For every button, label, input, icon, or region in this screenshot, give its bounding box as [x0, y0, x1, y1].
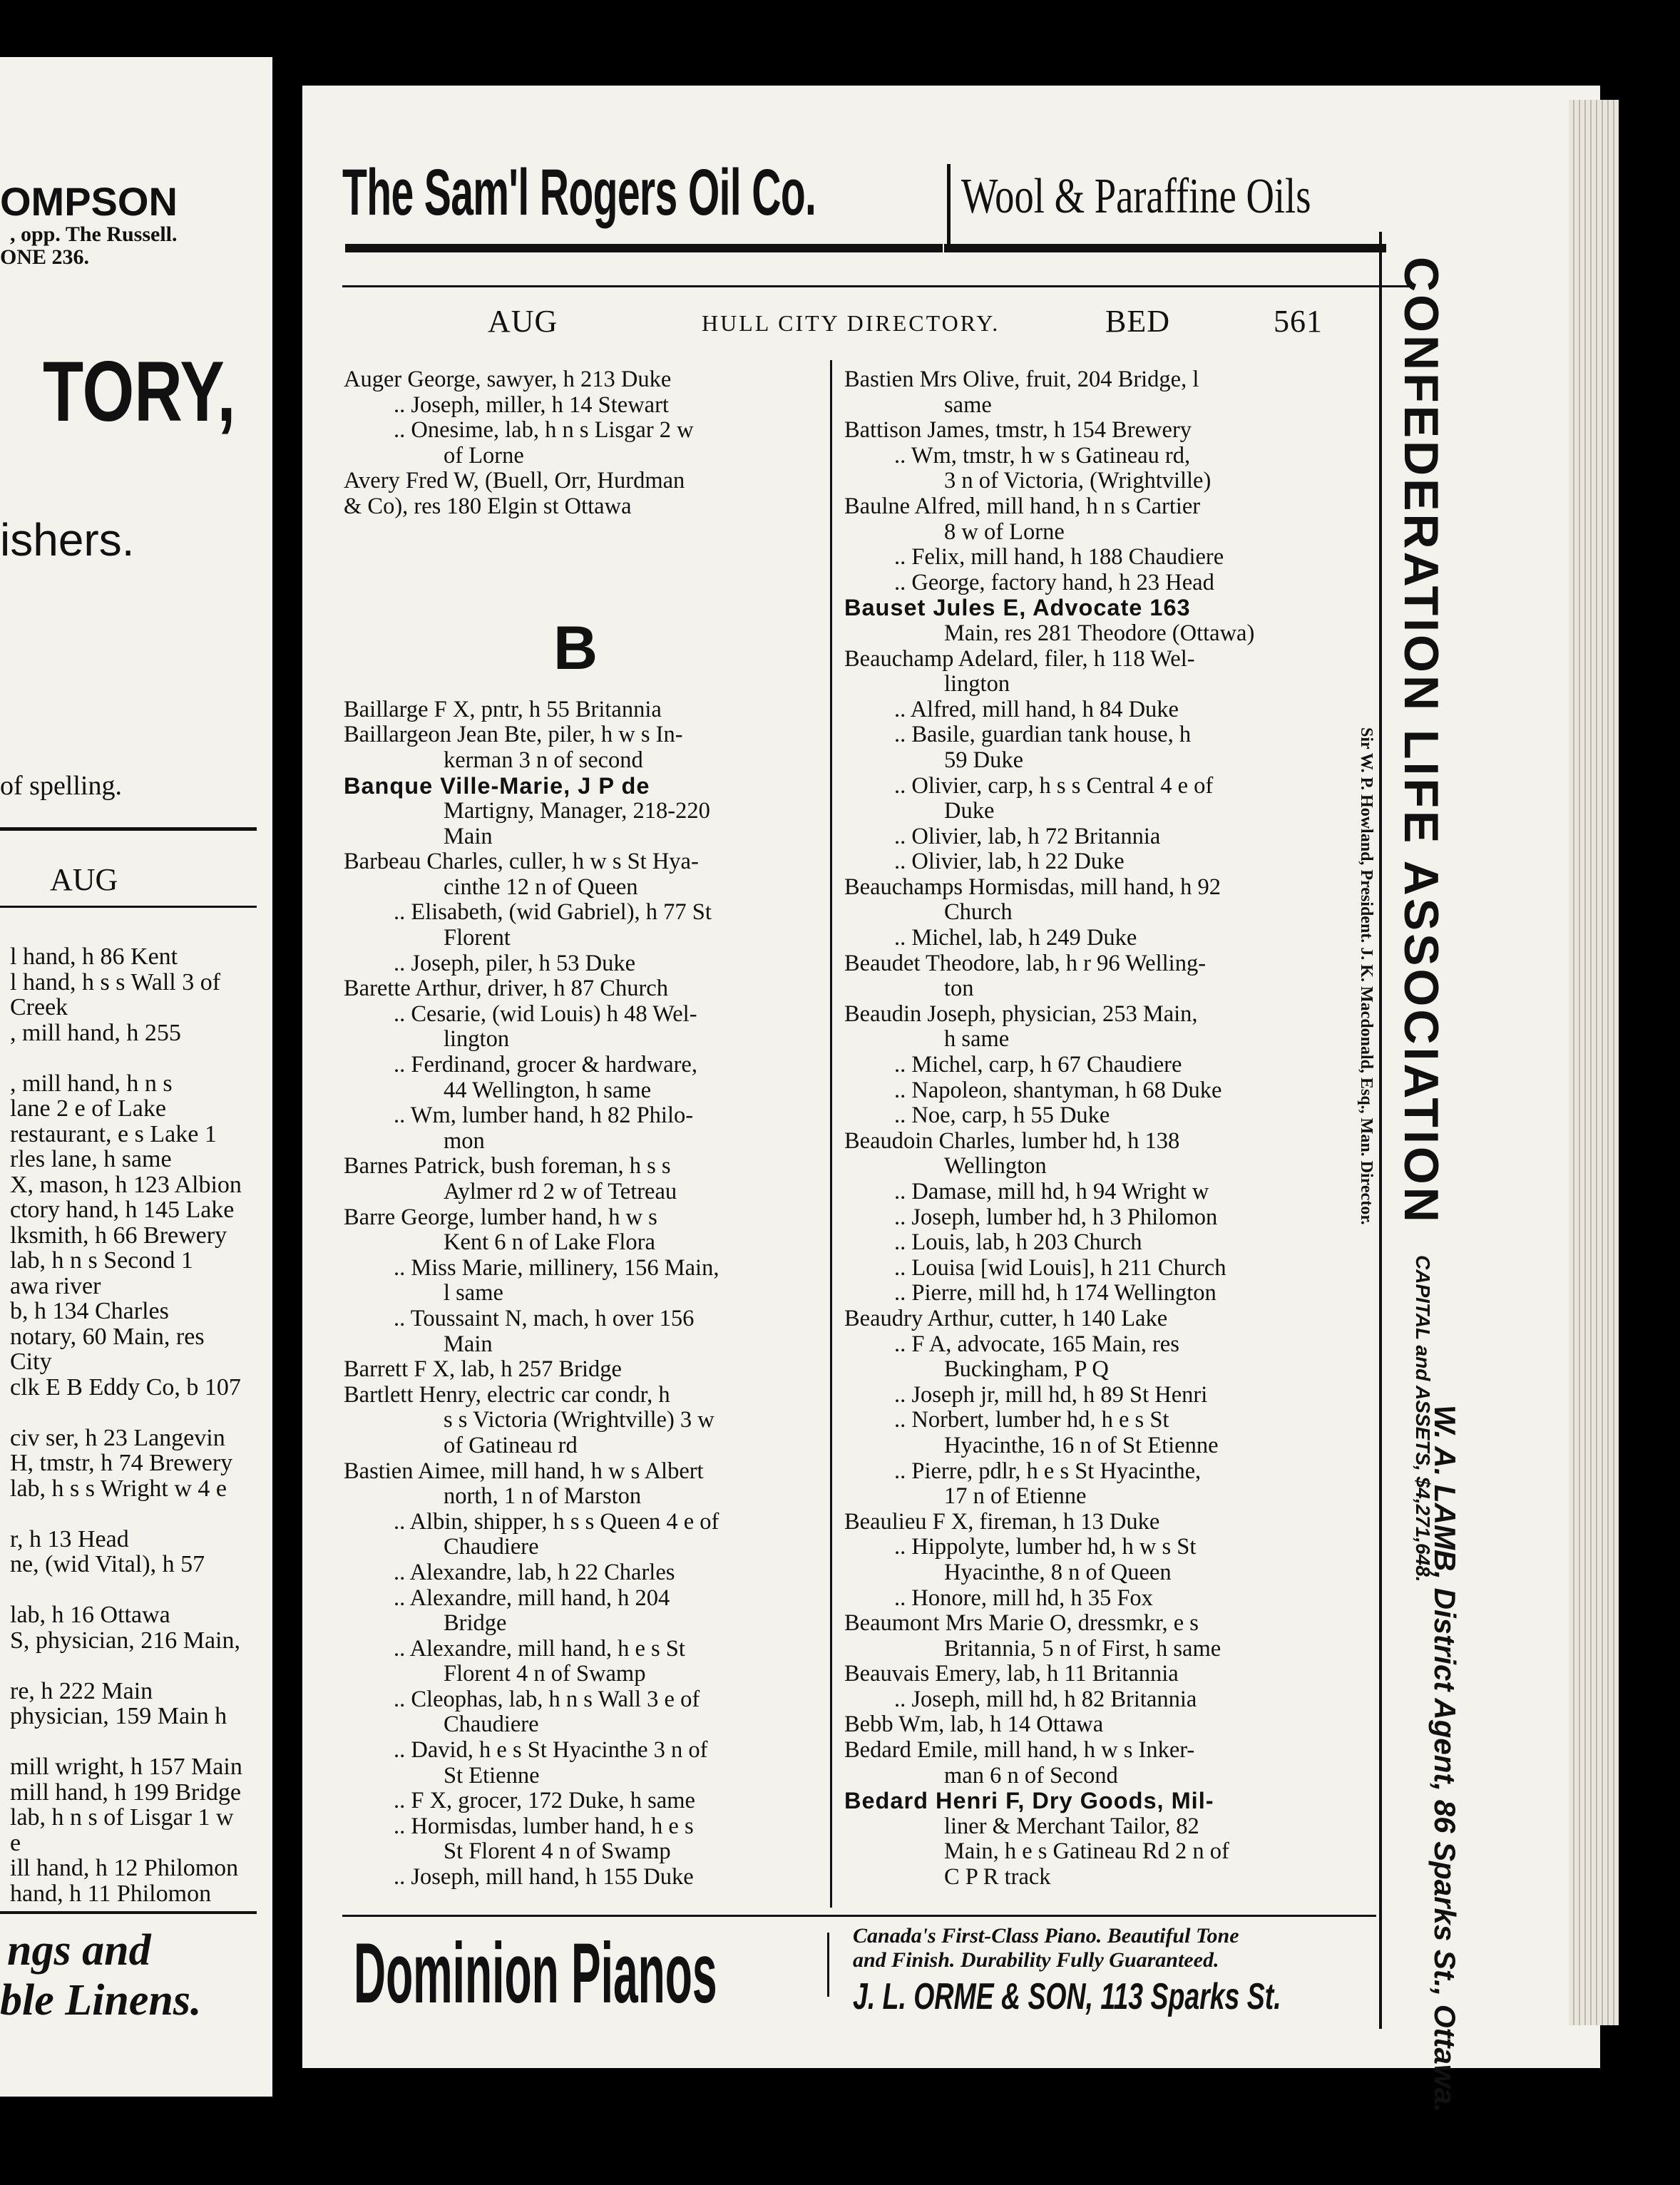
directory-entry-line: Hyacinthe, 8 n of Queen	[944, 1560, 1172, 1585]
directory-entry-line	[344, 520, 829, 546]
left-fragment-line: lab, h n s Second 1	[10, 1247, 193, 1274]
directory-entry-line: .. Pierre, pdlr, h e s St Hyacinthe,	[894, 1458, 1202, 1484]
directory-entry-line: .. Olivier, carp, h s s Central 4 e of	[894, 773, 1214, 799]
directory-entry-line: cinthe 12 n of Queen	[444, 874, 638, 900]
right-column	[844, 367, 1351, 1890]
rogers-oil-ad: The Sam'l Rogers Oil Co.	[342, 156, 816, 229]
directory-entry-line: .. Miss Marie, millinery, 156 Main,	[394, 1255, 719, 1281]
left-running-head: AUG	[50, 862, 118, 897]
dominion-pianos-ad: Dominion Pianos	[354, 1925, 717, 2021]
running-head-left: AUG	[488, 304, 558, 339]
directory-entry-line: Beaulieu F X, fireman, h 13 Duke	[844, 1509, 1160, 1535]
left-fragment-line: mill wright, h 157 Main	[10, 1754, 242, 1780]
directory-entry-line: lington	[444, 1027, 510, 1053]
directory-entry-line: 17 n of Etienne	[944, 1484, 1087, 1510]
directory-entry-line	[344, 647, 829, 672]
directory-entry-line: Beauchamps Hormisdas, mill hand, h 92	[844, 874, 1221, 900]
left-fragment-line: City	[10, 1349, 52, 1375]
directory-entry-line: .. F X, grocer, 172 Duke, h same	[394, 1789, 695, 1814]
directory-entry-line: h same	[944, 1027, 1010, 1053]
directory-entry-line: .. Olivier, lab, h 72 Britannia	[894, 824, 1161, 849]
directory-entry-line: .. Alexandre, lab, h 22 Charles	[394, 1560, 675, 1585]
directory-entry-line: Bauset Jules E, Advocate 163	[844, 595, 1191, 621]
directory-entry-line: .. Cleophas, lab, h n s Wall 3 e of	[394, 1687, 700, 1712]
directory-entry-line: Florent	[444, 926, 511, 951]
directory-entry-line: .. Alexandre, mill hand, h e s St	[394, 1636, 685, 1662]
directory-entry-line: .. Noe, carp, h 55 Duke	[894, 1103, 1110, 1129]
directory-entry-line: Chaudiere	[444, 1712, 539, 1738]
side-ad-confederation: CONFEDERATION LIFE ASSOCIATION	[1394, 257, 1448, 1225]
directory-entry-line	[344, 545, 829, 570]
directory-entry-line: .. Joseph jr, mill hd, h 89 St Henri	[894, 1382, 1208, 1408]
left-header-address: , opp. The Russell.	[10, 222, 178, 246]
directory-entry-line: .. Wm, tmstr, h w s Gatineau rd,	[894, 443, 1191, 469]
left-fragment-line: Creek	[10, 994, 68, 1020]
directory-entry-line: .. Damase, mill hd, h 94 Wright w	[894, 1180, 1209, 1204]
left-fragment-line: lab, h 16 Ottawa	[10, 1602, 170, 1628]
directory-entry-line: .. Louis, lab, h 203 Church	[894, 1230, 1142, 1256]
directory-entry-line: .. Joseph, mill hand, h 155 Duke	[394, 1865, 694, 1890]
left-fragment-line: , mill hand, h n s	[10, 1070, 173, 1097]
orme-dealer: J. L. ORME & SON, 113 Sparks St.	[853, 1976, 1281, 2017]
directory-entry-line: .. Michel, carp, h 67 Chaudiere	[894, 1053, 1182, 1078]
directory-entry-line: Barre George, lumber hand, h w s	[344, 1204, 657, 1230]
directory-entry-line: s s Victoria (Wrightville) 3 w	[444, 1408, 714, 1433]
directory-entry-line: Baillarge F X, pntr, h 55 Britannia	[344, 697, 662, 722]
left-fragment-line: ne, (wid Vital), h 57	[10, 1551, 205, 1577]
directory-entry-line: Florent 4 n of Swamp	[444, 1662, 646, 1687]
directory-entry-line: .. Napoleon, shantyman, h 68 Duke	[894, 1078, 1222, 1103]
directory-entry-line: .. F A, advocate, 165 Main, res	[894, 1331, 1179, 1357]
directory-entry-line: .. Michel, lab, h 249 Duke	[894, 926, 1137, 951]
directory-entry-line: Bastien Aimee, mill hand, h w s Albert	[344, 1458, 704, 1484]
directory-entry-line: liner & Merchant Tailor, 82	[944, 1813, 1199, 1839]
left-bottom-ad-line2: ble Linens.	[0, 1976, 202, 2025]
directory-entry-line: .. Joseph, piler, h 53 Duke	[394, 951, 635, 976]
page-number: 561	[1274, 304, 1323, 339]
ad-underline-left	[345, 244, 943, 252]
directory-entry-line: .. Norbert, lumber hd, h e s St	[894, 1408, 1169, 1433]
directory-entry-line: Main	[444, 1331, 493, 1357]
directory-entry-line: Hyacinthe, 16 n of St Etienne	[944, 1433, 1219, 1458]
ad-underline-right	[944, 244, 1386, 252]
left-fragment-line: hand, h 11 Philomon	[10, 1880, 212, 1907]
left-header-phone: ONE 236.	[0, 245, 90, 269]
paraffine-oils-ad: Wool & Paraffine Oils	[961, 169, 1311, 224]
directory-entry-line: .. Cesarie, (wid Louis) h 48 Wel-	[394, 1001, 697, 1027]
directory-entry-line: St Etienne	[444, 1763, 540, 1789]
left-fragment-line: l hand, h s s Wall 3 of	[10, 968, 221, 996]
page-edges	[1569, 100, 1619, 2025]
directory-entry-line: Main, res 281 Theodore (Ottawa)	[944, 620, 1255, 646]
left-fragment-line: mill hand, h 199 Bridge	[10, 1779, 241, 1806]
directory-entry-line: 59 Duke	[944, 747, 1024, 773]
directory-entry-line: .. Elisabeth, (wid Gabriel), h 77 St	[394, 900, 712, 926]
left-fragment-line: clk E B Eddy Co, b 107	[10, 1373, 241, 1401]
directory-entry-line: Wellington	[944, 1154, 1047, 1180]
directory-entry-line: Beauvais Emery, lab, h 11 Britannia	[844, 1662, 1179, 1687]
directory-entry-line	[344, 672, 829, 697]
ad-divider	[947, 164, 951, 246]
left-fragment-line: physician, 159 Main h	[10, 1703, 227, 1729]
directory-entry-line: Bedard Henri F, Dry Goods, Mil-	[844, 1789, 1214, 1814]
directory-entry-line: kerman 3 n of second	[444, 747, 643, 773]
left-fragment-line: restaurant, e s Lake 1	[10, 1120, 217, 1147]
directory-entry-line: St Florent 4 n of Swamp	[444, 1839, 671, 1865]
directory-entry-line: .. Louisa [wid Louis], h 211 Church	[894, 1255, 1226, 1281]
directory-entry-line: north, 1 n of Marston	[444, 1484, 642, 1510]
left-fragment-line: lab, h s s Wright w 4 e	[10, 1475, 227, 1502]
directory-entry-line	[344, 595, 829, 621]
left-fragment-line: r, h 13 Head	[10, 1525, 129, 1552]
directory-entry-line: .. Alexandre, mill hand, h 204	[394, 1585, 670, 1611]
column-divider	[830, 360, 832, 1908]
left-fragment-line: rles lane, h same	[10, 1146, 172, 1172]
directory-entry-line: Avery Fred W, (Buell, Orr, Hurdman	[344, 469, 685, 494]
directory-entry-line: Barrett F X, lab, h 257 Bridge	[344, 1357, 622, 1383]
left-fragment-line: lksmith, h 66 Brewery	[10, 1222, 227, 1249]
directory-entry-line: Buckingham, P Q	[944, 1357, 1109, 1383]
left-rule-2	[0, 906, 257, 908]
directory-entry-line: Bedard Emile, mill hand, h w s Inker-	[844, 1738, 1195, 1764]
directory-entry-line: Bastien Mrs Olive, fruit, 204 Bridge, l	[844, 367, 1199, 392]
directory-entry-line: Church	[944, 900, 1013, 926]
left-fragment-line: lab, h n s of Lisgar 1 w	[10, 1804, 234, 1831]
directory-entry-line: Beaudet Theodore, lab, h r 96 Welling-	[844, 951, 1207, 976]
left-publishers: ishers.	[0, 514, 135, 566]
directory-entry-line: & Co), res 180 Elgin st Ottawa	[344, 493, 632, 519]
side-ad-capital: CAPITAL and ASSETS, $4,271,648.	[1412, 1255, 1434, 1582]
directory-entry-line: Beauchamp Adelard, filer, h 118 Wel-	[844, 646, 1195, 672]
directory-page	[302, 86, 1600, 2113]
directory-entry-line: .. George, factory hand, h 23 Head	[894, 570, 1214, 595]
directory-entry-line: Duke	[944, 799, 995, 824]
bottom-rule	[342, 1915, 1376, 1917]
left-fragment-line: , mill hand, h 255	[10, 1019, 181, 1046]
directory-entry-line: same	[944, 392, 992, 418]
directory-entry-line: of Lorne	[444, 443, 524, 469]
directory-entry-line: Aylmer rd 2 w of Tetreau	[444, 1180, 677, 1204]
running-head-right: BED	[1105, 304, 1170, 339]
left-header-name: OMPSON	[0, 179, 178, 224]
directory-entry-line: .. Honore, mill hd, h 35 Fox	[894, 1585, 1153, 1611]
directory-entry-line: 8 w of Lorne	[944, 519, 1065, 545]
directory-entry-line: Auger George, sawyer, h 213 Duke	[344, 367, 672, 392]
dominion-tagline-1: Canada's First-Class Piano. Beautiful Tone	[853, 1924, 1239, 1948]
directory-entry-line: .. Pierre, mill hd, h 174 Wellington	[894, 1281, 1217, 1306]
directory-entry-line: 44 Wellington, h same	[444, 1078, 652, 1103]
directory-entry-line: .. Felix, mill hand, h 188 Chaudiere	[894, 545, 1224, 570]
directory-entry-line: Kent 6 n of Lake Flora	[444, 1230, 655, 1256]
directory-entry-line: Beaudoin Charles, lumber hd, h 138	[844, 1128, 1180, 1154]
side-ad-officers: Sir W. P. Howland, President. J. K. Macdonald, Esq., Man. Director.	[1357, 727, 1376, 1225]
directory-entry-line: Bebb Wm, lab, h 14 Ottawa	[844, 1712, 1104, 1738]
directory-entry-line: of Gatineau rd	[444, 1433, 578, 1458]
directory-entry-line: Bartlett Henry, electric car condr, h	[344, 1382, 670, 1408]
left-bottom-ad-line1: ngs and	[7, 1926, 151, 1975]
dominion-tagline-2: and Finish. Durability Fully Guaranteed.	[853, 1948, 1219, 1972]
side-ad-rule	[1379, 232, 1382, 2029]
directory-entry-line: .. Hormisdas, lumber hand, h e s	[394, 1813, 694, 1839]
directory-entry-line: Bridge	[444, 1611, 507, 1637]
directory-entry-line: .. Hippolyte, lumber hd, h w s St	[894, 1535, 1197, 1560]
left-spelling: of spelling.	[0, 771, 122, 801]
directory-entry-line: man 6 n of Second	[944, 1763, 1118, 1789]
directory-entry-line: lington	[944, 672, 1010, 697]
directory-entry-line: Baillargeon Jean Bte, piler, h w s In-	[344, 722, 683, 748]
directory-entry-line: .. Joseph, lumber hd, h 3 Philomon	[894, 1204, 1218, 1230]
directory-entry-line: Banque Ville-Marie, J P de	[344, 773, 650, 799]
directory-entry-line: .. Alfred, mill hand, h 84 Duke	[894, 697, 1179, 722]
directory-entry-line: l same	[444, 1281, 503, 1306]
left-fragment-line: re, h 222 Main	[10, 1677, 153, 1704]
directory-entry-line: mon	[444, 1128, 485, 1154]
directory-entry-line: Main, h e s Gatineau Rd 2 n of	[944, 1839, 1229, 1865]
left-fragment-line: awa river	[10, 1272, 101, 1299]
left-fragment-line: l hand, h 86 Kent	[10, 943, 178, 970]
directory-entry-line: .. Toussaint N, mach, h over 156	[394, 1306, 695, 1331]
left-column	[344, 367, 829, 1890]
directory-entry-line: Baulne Alfred, mill hand, h n s Cartier	[844, 493, 1201, 519]
directory-entry-line: Main	[444, 824, 493, 849]
left-fragment-line: b, h 134 Charles	[10, 1298, 169, 1324]
directory-entry-line: Britannia, 5 n of First, h same	[944, 1636, 1221, 1662]
directory-entry-line: Beaudry Arthur, cutter, h 140 Lake	[844, 1306, 1168, 1331]
left-fragment-line: H, tmstr, h 74 Brewery	[10, 1450, 233, 1476]
directory-entry-line: Beaumont Mrs Marie O, dressmkr, e s	[844, 1611, 1199, 1637]
running-head-title: HULL CITY DIRECTORY.	[702, 310, 1000, 336]
left-rule	[0, 827, 257, 831]
left-fragment-line: X, mason, h 123 Albion	[10, 1171, 242, 1198]
directory-entry-line: .. Albin, shipper, h s s Queen 4 e of	[394, 1509, 719, 1535]
left-fragment-line: e	[10, 1829, 21, 1856]
directory-entry-line: Martigny, Manager, 218-220	[444, 799, 710, 824]
directory-entry-line	[344, 621, 829, 647]
left-bottom-rule	[0, 1911, 257, 1914]
directory-entry-line: Chaudiere	[444, 1535, 539, 1560]
left-fragment-line: S, physician, 216 Main,	[10, 1627, 240, 1654]
left-fragment-line: lane 2 e of Lake	[10, 1095, 166, 1122]
directory-entry-line: Beaudin Joseph, physician, 253 Main,	[844, 1001, 1198, 1027]
left-page-fragment	[0, 57, 272, 2097]
directory-entry-line: 3 n of Victoria, (Wrightville)	[944, 469, 1212, 494]
directory-entry-line	[344, 570, 829, 596]
left-fragment-line: ill hand, h 12 Philomon	[10, 1855, 239, 1881]
directory-entry-line: .. Ferdinand, grocer & hardware,	[394, 1053, 697, 1078]
directory-entry-line: C P R track	[944, 1865, 1051, 1890]
directory-entry-line: .. Joseph, mill hd, h 82 Britannia	[894, 1687, 1197, 1712]
left-fragment-line: notary, 60 Main, res	[10, 1323, 205, 1350]
directory-entry-line: Barbeau Charles, culler, h w s St Hya-	[344, 849, 699, 875]
left-big-word: TORY,	[43, 344, 236, 439]
directory-entry-line: Barette Arthur, driver, h 87 Church	[344, 976, 668, 1002]
bottom-ad-divider	[827, 1933, 829, 1997]
directory-entry-line: .. Joseph, miller, h 14 Stewart	[394, 392, 669, 418]
directory-entry-line: .. Olivier, lab, h 22 Duke	[894, 849, 1125, 875]
left-fragment-line: civ ser, h 23 Langevin	[10, 1424, 225, 1451]
directory-entry-line: .. Basile, guardian tank house, h	[894, 722, 1192, 748]
directory-entry-line: Battison James, tmstr, h 154 Brewery	[844, 418, 1192, 444]
side-ad-agent: W. A. LAMB, District Agent, 86 Sparks St., Ottawa.	[1428, 1405, 1462, 2113]
header-rule	[342, 285, 1412, 287]
section-letter: B	[553, 614, 598, 682]
directory-entry-line: .. Wm, lumber hand, h 82 Philo-	[394, 1103, 694, 1129]
directory-entry-line: .. David, h e s St Hyacinthe 3 n of	[394, 1738, 708, 1764]
directory-entry-line: .. Onesime, lab, h n s Lisgar 2 w	[394, 418, 694, 444]
left-fragment-line: ctory hand, h 145 Lake	[10, 1197, 235, 1223]
directory-entry-line: ton	[944, 976, 974, 1002]
directory-entry-line: Barnes Patrick, bush foreman, h s s	[344, 1154, 671, 1180]
